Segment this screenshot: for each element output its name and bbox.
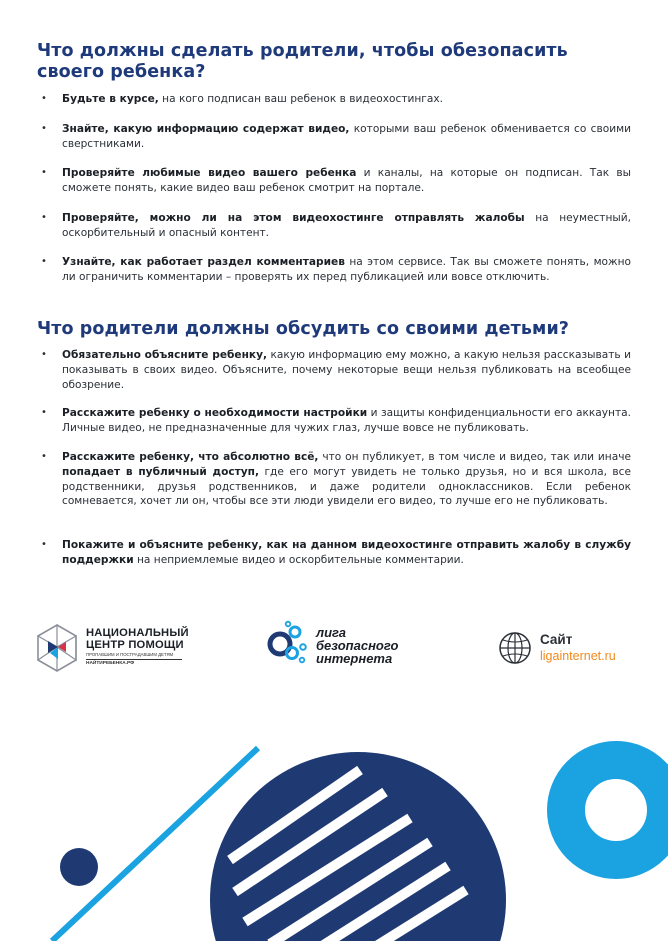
ncp-name-line2: ЦЕНТР ПОМОЩИ <box>86 639 184 651</box>
section-title-discuss: Что родители должны обсудить со своими детьми? <box>37 319 570 339</box>
ncp-subtitle: ПРОПАВШИМ И ПОСТРАДАВШИМ ДЕТЯМ <box>86 652 174 657</box>
site-label: Сайт <box>540 632 573 647</box>
ncp-logo <box>34 623 194 673</box>
tip-bold: Покажите и объясните ребенку, как на данном видеохостинге отправить жалобу в службу поддержки <box>62 539 631 566</box>
tip-text: на неприемлемые видео и оскорбительные комментарии. <box>133 553 464 566</box>
ncp-name-line1: НАЦИОНАЛЬНЫЙ <box>86 627 189 639</box>
list-item <box>62 166 631 196</box>
list-item <box>62 450 631 509</box>
list-item <box>62 538 631 568</box>
tip-bold: Обязательно объясните ребенку, <box>62 349 268 361</box>
sky-ring <box>566 760 666 860</box>
list-item <box>62 348 631 392</box>
tip-bold: Узнайте, как работает раздел комментариев <box>62 256 345 268</box>
tip-bold: Расскажите ребенку о необходимости настройки <box>62 407 368 419</box>
small-navy-dot <box>60 848 98 886</box>
section-title-protect: Что должны сделать родители, чтобы обезопасить своего ребенка? <box>37 41 568 82</box>
liga-logo <box>266 620 416 670</box>
sky-diagonal-line <box>52 748 258 941</box>
globe-icon <box>497 630 533 666</box>
white-stripes <box>230 770 466 941</box>
list-item <box>62 255 631 285</box>
site-link-block <box>497 630 637 670</box>
tip-text: на кого подписан ваш ребенок в видеохостингах. <box>158 93 443 105</box>
tip-text: на неуместный, оскорбительный и опасный контент. <box>62 212 631 239</box>
tip-text: и каналы, на которые он подписан. Так вы сможете понять, какие видео ваш ребенок смотрит на портале. <box>62 167 631 194</box>
tip-text: которыми ваш ребенок обменивается со своими сверстниками. <box>62 123 631 150</box>
tip-text: где его могут увидеть не только друзья, но и вся школа, все родственники, друзья родственников, и даже родители одноклассников. Если ребенок сомневается, хочет ли он, чтобы все эти люди увидели его видео, то лучше его не публиковать. <box>62 465 632 508</box>
list-item <box>62 122 631 152</box>
tip-text: и защиты конфиденциальности его аккаунта. Личные видео, не предназначенные для чужих глаз, лучше вовсе не публиковать. <box>62 407 632 434</box>
tip-bold: Будьте в курсе, <box>62 93 159 105</box>
tip-bold: Проверяйте любимые видео вашего ребенка <box>62 167 357 179</box>
liga-line3: интернета <box>316 651 393 666</box>
tip-bold: попадает в публичный доступ, <box>62 465 260 478</box>
tip-text: на этом сервисе. Так вы сможете понять, можно ли ограничить комментарии – проверять их перед публикацией или вовсе отключить. <box>62 256 631 283</box>
liga-line1: лига <box>316 625 347 640</box>
list-item <box>62 92 631 107</box>
liga-line2: безопасного <box>316 638 399 653</box>
tip-text: что он публикует, в том числе и видео, так или иначе <box>318 451 631 463</box>
site-url-link[interactable]: ligainternet.ru <box>540 649 616 663</box>
tip-text: какую информацию ему можно, а какую нельзя рассказывать и показывать в своих видео. Объясните, почему некоторые вещи нельзя публиковать на всеобщее обозрение. <box>62 349 631 391</box>
big-navy-circle <box>210 752 506 941</box>
liga-bubbles-icon <box>266 620 312 670</box>
list-item <box>62 406 631 436</box>
tip-bold: Проверяйте, можно ли на этом видеохостинге отправлять жалобы <box>62 212 525 224</box>
ncp-emblem-icon <box>34 623 80 673</box>
ncp-url: НАЙТИРЕБЕНКА.РФ <box>86 659 182 666</box>
tip-bold: Расскажите ребенку, что абсолютно всё, <box>62 451 319 463</box>
tip-bold: Знайте, какую информацию содержат видео, <box>62 123 350 135</box>
list-item <box>62 211 631 241</box>
